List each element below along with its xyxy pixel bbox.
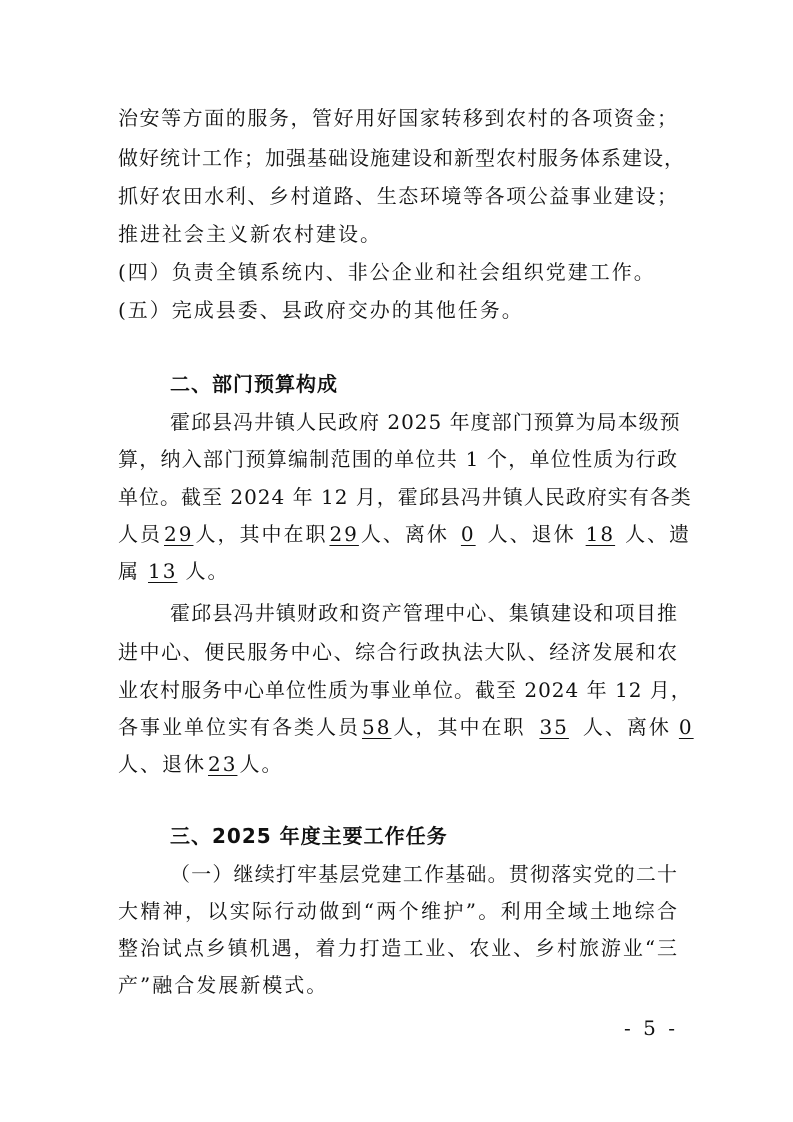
s2p2-line-5 (118, 746, 283, 782)
s2p1-text: 人员 (118, 522, 162, 546)
intro-line-1: 治安等方面的服务，管好用好国家转移到农村的各项资金； (118, 106, 678, 130)
section3-title: 三、2025 年度主要工作任务 (170, 824, 448, 848)
unit-staff-retired-cadre: 0 (678, 715, 694, 739)
staff-dependents: 13 (148, 559, 178, 583)
s3p1-line-4: 产”融合发展新模式。 (118, 973, 329, 997)
section2-title: 二、部门预算构成 (170, 372, 338, 396)
unit-staff-retired: 23 (208, 752, 238, 776)
s2p2-line-4 (118, 709, 702, 745)
s2p2-text: 人。 (239, 752, 284, 776)
staff-in-service: 29 (329, 522, 359, 546)
intro-line-4: 推进社会主义新农村建设。 (118, 222, 382, 246)
s2p1-line-1: 霍邱县冯井镇人民政府 2025 年度部门预算为局本级预 (170, 410, 681, 434)
s2p2-line-3: 业农村服务中心单位性质为事业单位。截至 2024 年 12 月， (118, 678, 692, 702)
page-number: - 5 - (624, 1016, 678, 1040)
s3p1-line-3: 整治试点乡镇机遇，着力打造工业、农业、乡村旅游业“三 (118, 936, 678, 960)
s2p1-text: 人、退休 (487, 522, 576, 546)
staff-retired: 18 (585, 522, 616, 546)
s2p1-text: 人。 (185, 559, 230, 583)
intro-line-3: 抓好农田水利、乡村道路、生态环境等各项公益事业建设； (118, 184, 678, 208)
s2p2-text: 人，其中在职 (393, 715, 526, 739)
s2p1-line-5 (118, 553, 229, 589)
s2p1-text: 人、离休 (360, 522, 449, 546)
s2p1-line-4 (118, 516, 691, 552)
s2p1-line-3: 单位。截至 2024 年 12 月，霍邱县冯井镇人民政府实有各类 (118, 485, 692, 509)
s3p1-line-2: 大精神，以实际行动做到“两个维护”。利用全域土地综合 (118, 899, 678, 923)
unit-staff-in-service: 35 (539, 715, 569, 739)
s3p1-line-1: （一）继续打牢基层党建工作基础。贯彻落实党的二十 (170, 862, 678, 886)
s2p2-text: 人、离休 (582, 715, 671, 739)
intro-line-2: 做好统计工作；加强基础设施建设和新型农村服务体系建设， (118, 146, 685, 170)
s2p1-text: 人、遗 (625, 522, 692, 546)
intro-item-4: (四）负责全镇系统内、非公企业和社会组织党建工作。 (118, 260, 656, 284)
s2p2-text: 各事业单位实有各类人员 (118, 715, 360, 739)
staff-total: 29 (164, 522, 194, 546)
s2p1-line-2: 算，纳入部门预算编制范围的单位共 1 个，单位性质为行政 (118, 447, 678, 471)
s2p2-text: 人、退休 (118, 752, 206, 776)
s2p1-text: 人，其中在职 (195, 522, 328, 546)
s2p2-line-2: 进中心、便民服务中心、综合行政执法大队、经济发展和农 (118, 640, 678, 664)
intro-item-5: (五）完成县委、县政府交办的其他任务。 (118, 298, 524, 322)
staff-retired-cadre: 0 (460, 522, 476, 546)
unit-staff-total: 58 (362, 715, 392, 739)
s2p2-line-1: 霍邱县冯井镇财政和资产管理中心、集镇建设和项目推 (170, 601, 678, 625)
s2p1-text: 属 (118, 559, 140, 583)
